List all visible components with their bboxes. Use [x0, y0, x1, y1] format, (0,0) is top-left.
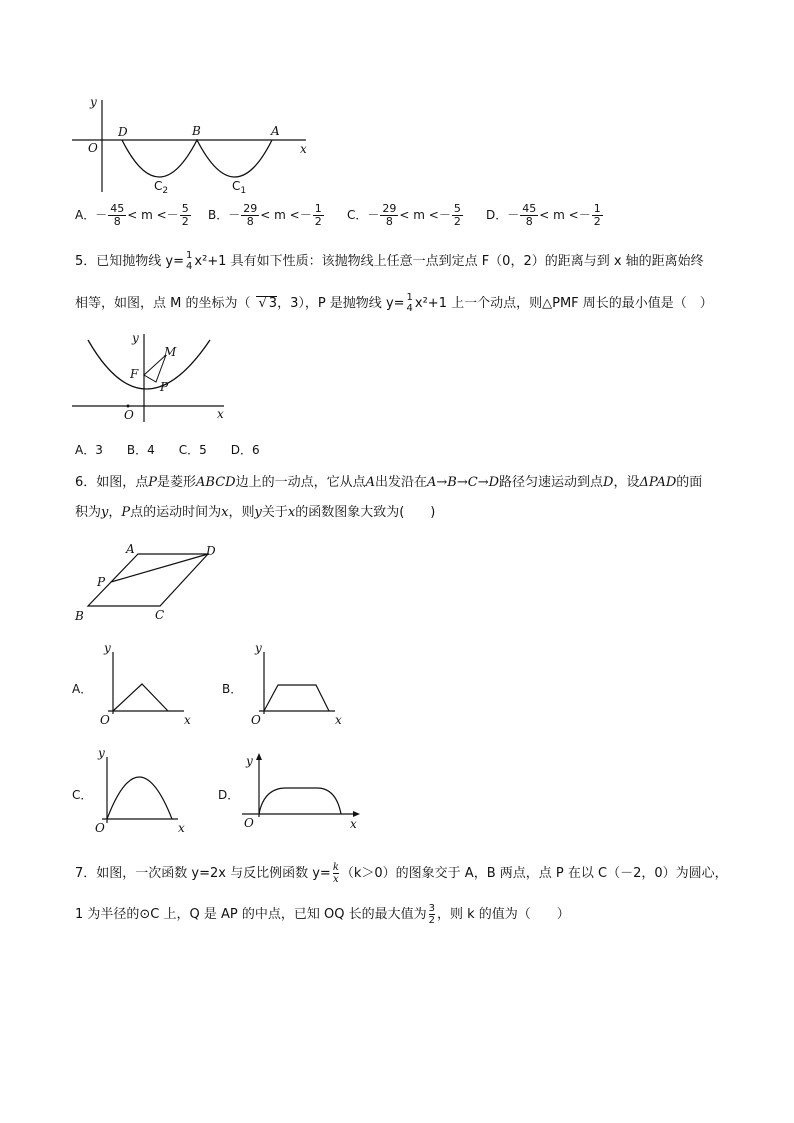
q6c-y-label: y — [98, 746, 105, 760]
fig1-y-label: y — [90, 95, 97, 109]
q4-option-b: B． － $\frac{29}{8}$ < m < － $\frac{1}{2}$ — [208, 202, 322, 228]
figure-rhombus-abcd — [70, 540, 230, 625]
fig1-a-label: A — [271, 124, 280, 138]
q6b-o-label: O — [251, 713, 261, 727]
q5-options: A．3 B．4 C．5 D．6 — [75, 443, 260, 457]
fig6-c-label: C — [155, 608, 165, 622]
q6-option-a-label: A． — [72, 682, 93, 696]
fig1-c2-label: $C_2$ — [154, 179, 169, 196]
fig1-b-label: B — [192, 124, 201, 138]
q5-line1: 5．已知抛物线 y= 1 4 x²+1 具有如下性质：该抛物线上任意一点到定点 F（0，2）的距离与到 x 轴的距离始终 — [75, 250, 704, 272]
q6d-y-label: y — [246, 754, 253, 768]
q6a-x-label: x — [184, 713, 191, 727]
q6a-o-label: O — [100, 713, 110, 727]
q4-option-d: D． － $\frac{45}{8}$ < m < － $\frac{1}{2}$ — [486, 202, 601, 228]
fig1-c1-label: $C_1$ — [232, 179, 247, 196]
fig1-o-label: O — [88, 141, 98, 155]
q6-line2: 积为y，P点的运动时间为x，则y关于x的函数图象大致为( ) — [75, 505, 436, 520]
fig6-b-label: B — [75, 609, 84, 623]
fig5-o-label: O — [124, 408, 134, 422]
fig1-x-label: x — [300, 142, 307, 156]
fig5-m-label: M — [164, 345, 177, 359]
q6-option-c-label: C． — [72, 788, 93, 802]
q6b-y-label: y — [255, 641, 262, 655]
fig6-a-label: A — [126, 542, 135, 556]
fig6-d-label: D — [206, 544, 216, 558]
q6d-x-label: x — [350, 817, 357, 831]
q6a-y-label: y — [104, 641, 111, 655]
q6b-x-label: x — [335, 713, 342, 727]
q6-option-d-graph — [238, 745, 368, 830]
q7-line2: 1 为半径的⊙C 上，Q 是 AP 的中点，已知 OQ 长的最大值为 $\frac{3}{2}$ ，则 k 的值为（ ） — [75, 903, 570, 926]
q6-option-d-label: D． — [218, 788, 240, 802]
q6-option-b-label: B． — [222, 682, 243, 696]
figure-parabolas-c1-c2 — [60, 90, 320, 200]
q4-option-a: A． － $\frac{45}{8}$ < m < － $\frac{5}{2}$ — [75, 202, 189, 228]
q4-option-c: C． － $\frac{29}{8}$ < m < － $\frac{5}{2}$ — [347, 202, 461, 228]
q5-line2: 相等，如图，点 M 的坐标为（ √ 3 ，3），P 是抛物线 y= 1 4 x²+1 上一个动点，则△PMF 周长的最小值是（ ） — [75, 292, 713, 314]
fig5-y-label: y — [132, 331, 139, 345]
q6-option-b-graph — [247, 640, 347, 725]
q6c-o-label: O — [95, 821, 105, 835]
q6c-x-label: x — [178, 821, 185, 835]
fig5-p-label: P — [160, 380, 169, 394]
fig5-x-label: x — [217, 407, 224, 421]
q6-option-c-graph — [92, 745, 192, 835]
q7-line1: 7．如图，一次函数 y=2x 与反比例函数 y= $\frac{k}{x}$ （k＞0）的图象交于 A，B 两点，点 P 在以 C（－2，0）为圆心， — [75, 862, 728, 885]
fig5-f-label: F — [130, 367, 139, 381]
q6d-o-label: O — [244, 816, 254, 830]
q6-line1: 6．如图，点P是菱形ABCD边上的一动点，它从点A出发沿在A→B→C→D路径匀速运动到点D，设ΔPAD的面 — [75, 475, 703, 490]
fig6-p-label: P — [97, 575, 106, 589]
figure-parabola-pmf — [60, 326, 240, 426]
q6-option-a-graph — [96, 640, 196, 725]
fig1-d-label: D — [118, 125, 128, 139]
